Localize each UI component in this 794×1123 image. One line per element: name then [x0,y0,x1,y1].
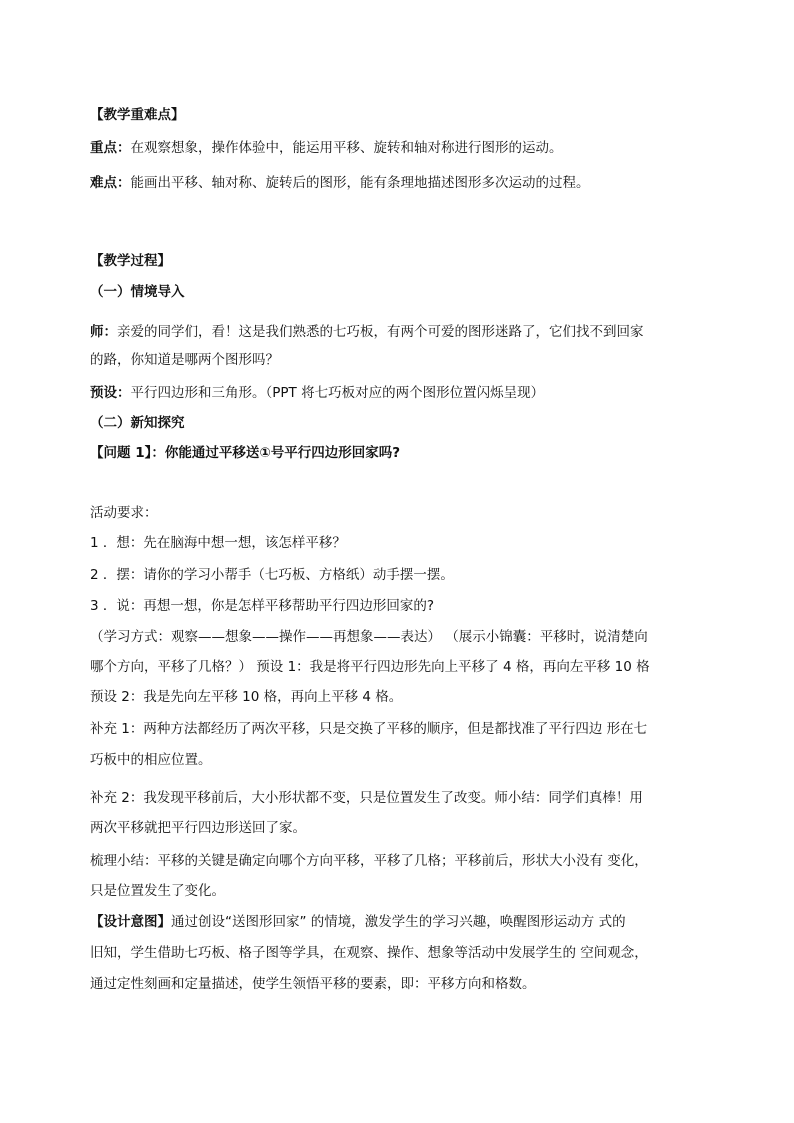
design-intent-line-3: 通过定性刻画和定量描述，使学生领悟平移的要素，即：平移方向和格数。 [90,976,536,992]
activity-step-1: 1 ．想：先在脑海中想一想，该怎样平移？ [90,535,346,551]
supplement-1-line-2: 巧板中的相应位置。 [90,752,212,768]
part1-title: （一）情境导入 [90,284,185,300]
summary-line-1: 梳理小结：平移的关键是确定向哪个方向平移，平移了几格；平移前后，形状大小没有 变化， [90,853,648,869]
supplement-2-line-1: 补充 2：我发现平移前后，大小形状都不变，只是位置发生了改变。师小结：同学们真棒！用 [90,790,643,806]
design-intent-text-1: 通过创设“送图形回家” 的情境，激发学生的学习兴趣，唤醒图形运动方 式的 [171,914,626,930]
design-intent-label: 【设计意图】 [90,914,171,930]
question-1: 【问题 1】：你能通过平移送①号平行四边形回家吗? [90,445,401,461]
preset-label: 预设： [90,385,131,401]
difficulty-label: 难点： [90,175,131,191]
heading-key-points: 【教学重难点】 [90,107,185,123]
heading-teaching-process: 【教学过程】 [90,253,171,269]
activity-title: 活动要求： [90,505,158,521]
activity-step-3: 3 ．说：再想一想，你是怎样平移帮助平行四边形回家的? [90,598,435,614]
design-intent-line-2: 旧知，学生借助七巧板、格子图等学具，在观察、操作、想象等活动中发展学生的 空间观念， [90,945,648,961]
teacher-line-2: 的路，你知道是哪两个图形吗？ [90,352,279,368]
key-text: 在观察想象，操作体验中，能运用平移、旋转和轴对称进行图形的运动。 [130,140,563,156]
supplement-1-line-1: 补充 1：两种方法都经历了两次平移，只是交换了平移的顺序，但是都找准了平行四边 形在七 [90,721,648,737]
part2-title: （二）新知探究 [90,415,185,431]
difficulty-line [90,173,720,193]
teacher-text-1: 亲爱的同学们，看！这是我们熟悉的七巧板，有两个可爱的图形迷路了，它们找不到回家 [117,324,644,340]
design-intent-line-1 [90,912,720,932]
learning-method-line-1: （学习方式：观察——想象——操作——再想象——表达） （展示小锦囊：平移时，说清楚向 [90,629,648,645]
learning-method-line-2: 哪个方向，平移了几格？） 预设 1：我是将平行四边形先向上平移了 4 格，再向左平移 10 格 [90,659,650,675]
key-label: 重点： [90,140,131,156]
teacher-line-1 [90,322,720,342]
preset-line [90,383,720,403]
difficulty-text: 能画出平移、轴对称、旋转后的图形，能有条理地描述图形多次运动的过程。 [130,175,590,191]
key-point-line [90,138,720,158]
preset-text: 平行四边形和三角形。（PPT 将七巧板对应的两个图形位置闪烁呈现） [130,385,545,401]
preset-2: 预设 2：我是先向左平移 10 格，再向上平移 4 格。 [90,689,403,705]
supplement-2-line-2: 两次平移就把平行四边形送回了家。 [90,820,306,836]
activity-step-2: 2 ．摆：请你的学习小帮手（七巧板、方格纸）动手摆一摆。 [90,567,454,583]
summary-line-2: 只是位置发生了变化。 [90,883,225,899]
teacher-label: 师： [90,324,117,340]
